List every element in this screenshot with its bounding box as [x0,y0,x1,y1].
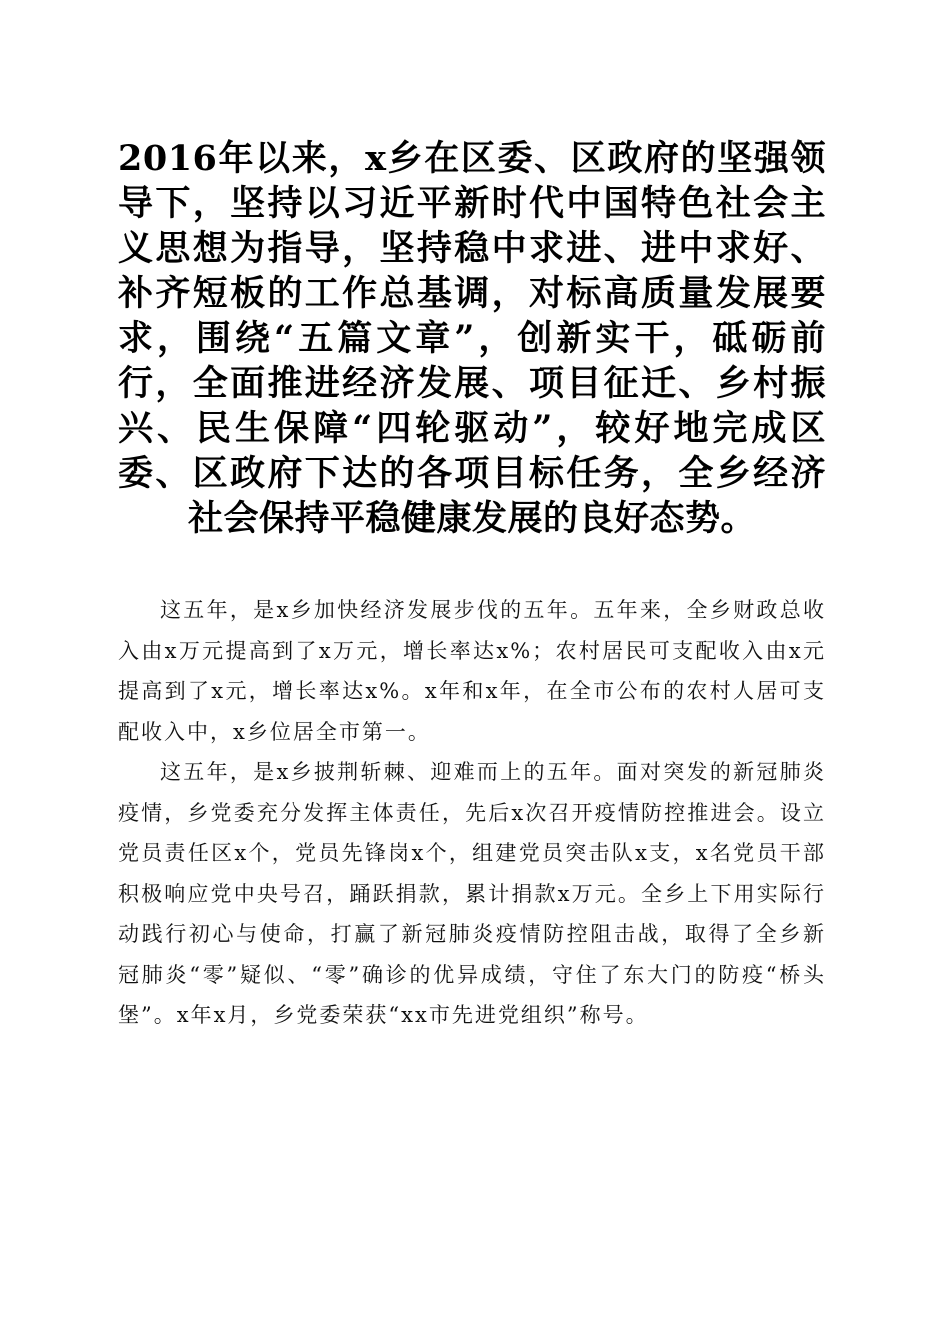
paragraph-epidemic-response: 这五年，是x乡披荆斩棘、迎难而上的五年。面对突发的新冠肺炎疫情，乡党委充分发挥主体责任，先后x次召开疫情防控推进会。设立党员责任区x个，党员先锋岗x个，组建党员突击队x支，x名党员干部积极响应党中央号召，踊跃捐款，累计捐款x万元。全乡上下用实际行动践行初心与使命，打赢了新冠肺炎疫情防控阻击战，取得了全乡新冠肺炎“零”疑似、“零”确诊的优异成绩，守住了东大门的防疫“桥头堡”。x年x月，乡党委荣获“xx市先进党组织”称号。 [118,760,826,1027]
paragraph-economic-development: 这五年，是x乡加快经济发展步伐的五年。五年来，全乡财政总收入由x万元提高到了x万元，增长率达x%；农村居民可支配收入由x元提高到了x元，增长率达x%。x年和x年，在全市公布的农村人居可支配收入中，x乡位居全市第一。 [118,598,826,744]
document-body [118,590,826,1036]
document-title: 2016年以来，x乡在区委、区政府的坚强领导下，坚持以习近平新时代中国特色社会主义思想为指导，坚持稳中求进、进中求好、补齐短板的工作总基调，对标高质量发展要求，围绕“五篇文章”，创新实干，砥砺前行，全面推进经济发展、项目征迁、乡村振兴、民生保障“四轮驱动”，较好地完成区委、区政府下达的各项目标任务，全乡经济社会保持平稳健康发展的良好态势。 [118,138,826,539]
